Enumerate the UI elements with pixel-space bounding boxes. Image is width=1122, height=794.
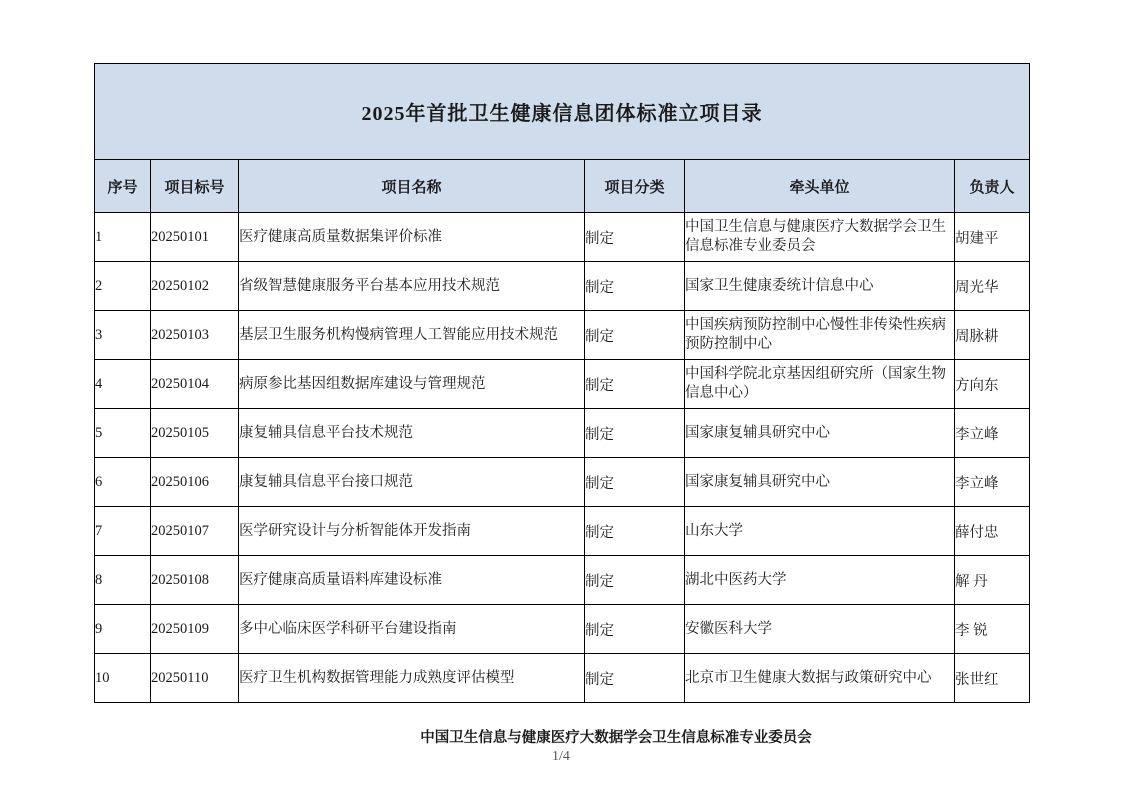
table-row [95, 360, 1030, 409]
cell-seq: 4 [95, 360, 151, 409]
cell-unit: 北京市卫生健康大数据与政策研究中心 [685, 654, 955, 703]
table-row [95, 262, 1030, 311]
table-row [95, 507, 1030, 556]
cell-seq: 2 [95, 262, 151, 311]
cell-unit: 安徽医科大学 [685, 605, 955, 654]
cell-seq: 9 [95, 605, 151, 654]
cell-seq: 7 [95, 507, 151, 556]
cell-type: 制定 [585, 654, 685, 703]
cell-person: 解 丹 [955, 556, 1030, 605]
cell-name: 医学研究设计与分析智能体开发指南 [239, 507, 585, 556]
cell-person: 张世红 [955, 654, 1030, 703]
cell-name: 康复辅具信息平台技术规范 [239, 409, 585, 458]
table-header-row [95, 160, 1030, 213]
cell-code: 20250109 [151, 605, 239, 654]
cell-unit: 国家卫生健康委统计信息中心 [685, 262, 955, 311]
table-row [95, 458, 1030, 507]
cell-seq: 6 [95, 458, 151, 507]
cell-person: 李立峰 [955, 458, 1030, 507]
table-row [95, 605, 1030, 654]
catalog-table [94, 63, 1030, 703]
column-header-seq: 序号 [95, 160, 151, 213]
table-row [95, 556, 1030, 605]
column-header-unit: 牵头单位 [685, 160, 955, 213]
cell-type: 制定 [585, 458, 685, 507]
cell-type: 制定 [585, 605, 685, 654]
cell-name: 病原参比基因组数据库建设与管理规范 [239, 360, 585, 409]
cell-code: 20250110 [151, 654, 239, 703]
cell-code: 20250108 [151, 556, 239, 605]
cell-code: 20250104 [151, 360, 239, 409]
cell-name: 省级智慧健康服务平台基本应用技术规范 [239, 262, 585, 311]
cell-person: 周光华 [955, 262, 1030, 311]
cell-seq: 10 [95, 654, 151, 703]
column-header-person: 负责人 [955, 160, 1030, 213]
page-number: 1/4 [552, 749, 570, 764]
cell-unit: 山东大学 [685, 507, 955, 556]
column-header-name: 项目名称 [239, 160, 585, 213]
cell-person: 李立峰 [955, 409, 1030, 458]
cell-person: 李 锐 [955, 605, 1030, 654]
table-row [95, 409, 1030, 458]
cell-code: 20250106 [151, 458, 239, 507]
cell-unit: 国家康复辅具研究中心 [685, 458, 955, 507]
cell-type: 制定 [585, 360, 685, 409]
cell-person: 周脉耕 [955, 311, 1030, 360]
cell-code: 20250105 [151, 409, 239, 458]
cell-type: 制定 [585, 556, 685, 605]
cell-person: 薛付忠 [955, 507, 1030, 556]
cell-seq: 8 [95, 556, 151, 605]
cell-person: 胡建平 [955, 213, 1030, 262]
cell-code: 20250107 [151, 507, 239, 556]
column-header-type: 项目分类 [585, 160, 685, 213]
footer-organization: 中国卫生信息与健康医疗大数据学会卫生信息标准专业委员会 [420, 730, 812, 746]
cell-type: 制定 [585, 409, 685, 458]
table-row [95, 654, 1030, 703]
cell-name: 医疗卫生机构数据管理能力成熟度评估模型 [239, 654, 585, 703]
title-row [95, 64, 1030, 160]
cell-seq: 5 [95, 409, 151, 458]
table-row [95, 213, 1030, 262]
cell-name: 基层卫生服务机构慢病管理人工智能应用技术规范 [239, 311, 585, 360]
cell-name: 多中心临床医学科研平台建设指南 [239, 605, 585, 654]
cell-type: 制定 [585, 311, 685, 360]
document-title: 2025年首批卫生健康信息团体标准立项目录 [95, 64, 1030, 160]
cell-person: 方向东 [955, 360, 1030, 409]
cell-unit: 湖北中医药大学 [685, 556, 955, 605]
cell-code: 20250102 [151, 262, 239, 311]
catalog-table-body [95, 64, 1030, 703]
column-header-code: 项目标号 [151, 160, 239, 213]
cell-seq: 1 [95, 213, 151, 262]
cell-type: 制定 [585, 262, 685, 311]
catalog-container [94, 63, 1029, 703]
cell-code: 20250103 [151, 311, 239, 360]
table-row [95, 311, 1030, 360]
cell-unit: 中国科学院北京基因组研究所（国家生物信息中心） [685, 360, 955, 409]
cell-unit: 国家康复辅具研究中心 [685, 409, 955, 458]
cell-unit: 中国疾病预防控制中心慢性非传染性疾病预防控制中心 [685, 311, 955, 360]
cell-type: 制定 [585, 507, 685, 556]
cell-name: 康复辅具信息平台接口规范 [239, 458, 585, 507]
cell-seq: 3 [95, 311, 151, 360]
cell-unit: 中国卫生信息与健康医疗大数据学会卫生信息标准专业委员会 [685, 213, 955, 262]
cell-type: 制定 [585, 213, 685, 262]
cell-code: 20250101 [151, 213, 239, 262]
cell-name: 医疗健康高质量数据集评价标准 [239, 213, 585, 262]
cell-name: 医疗健康高质量语料库建设标准 [239, 556, 585, 605]
